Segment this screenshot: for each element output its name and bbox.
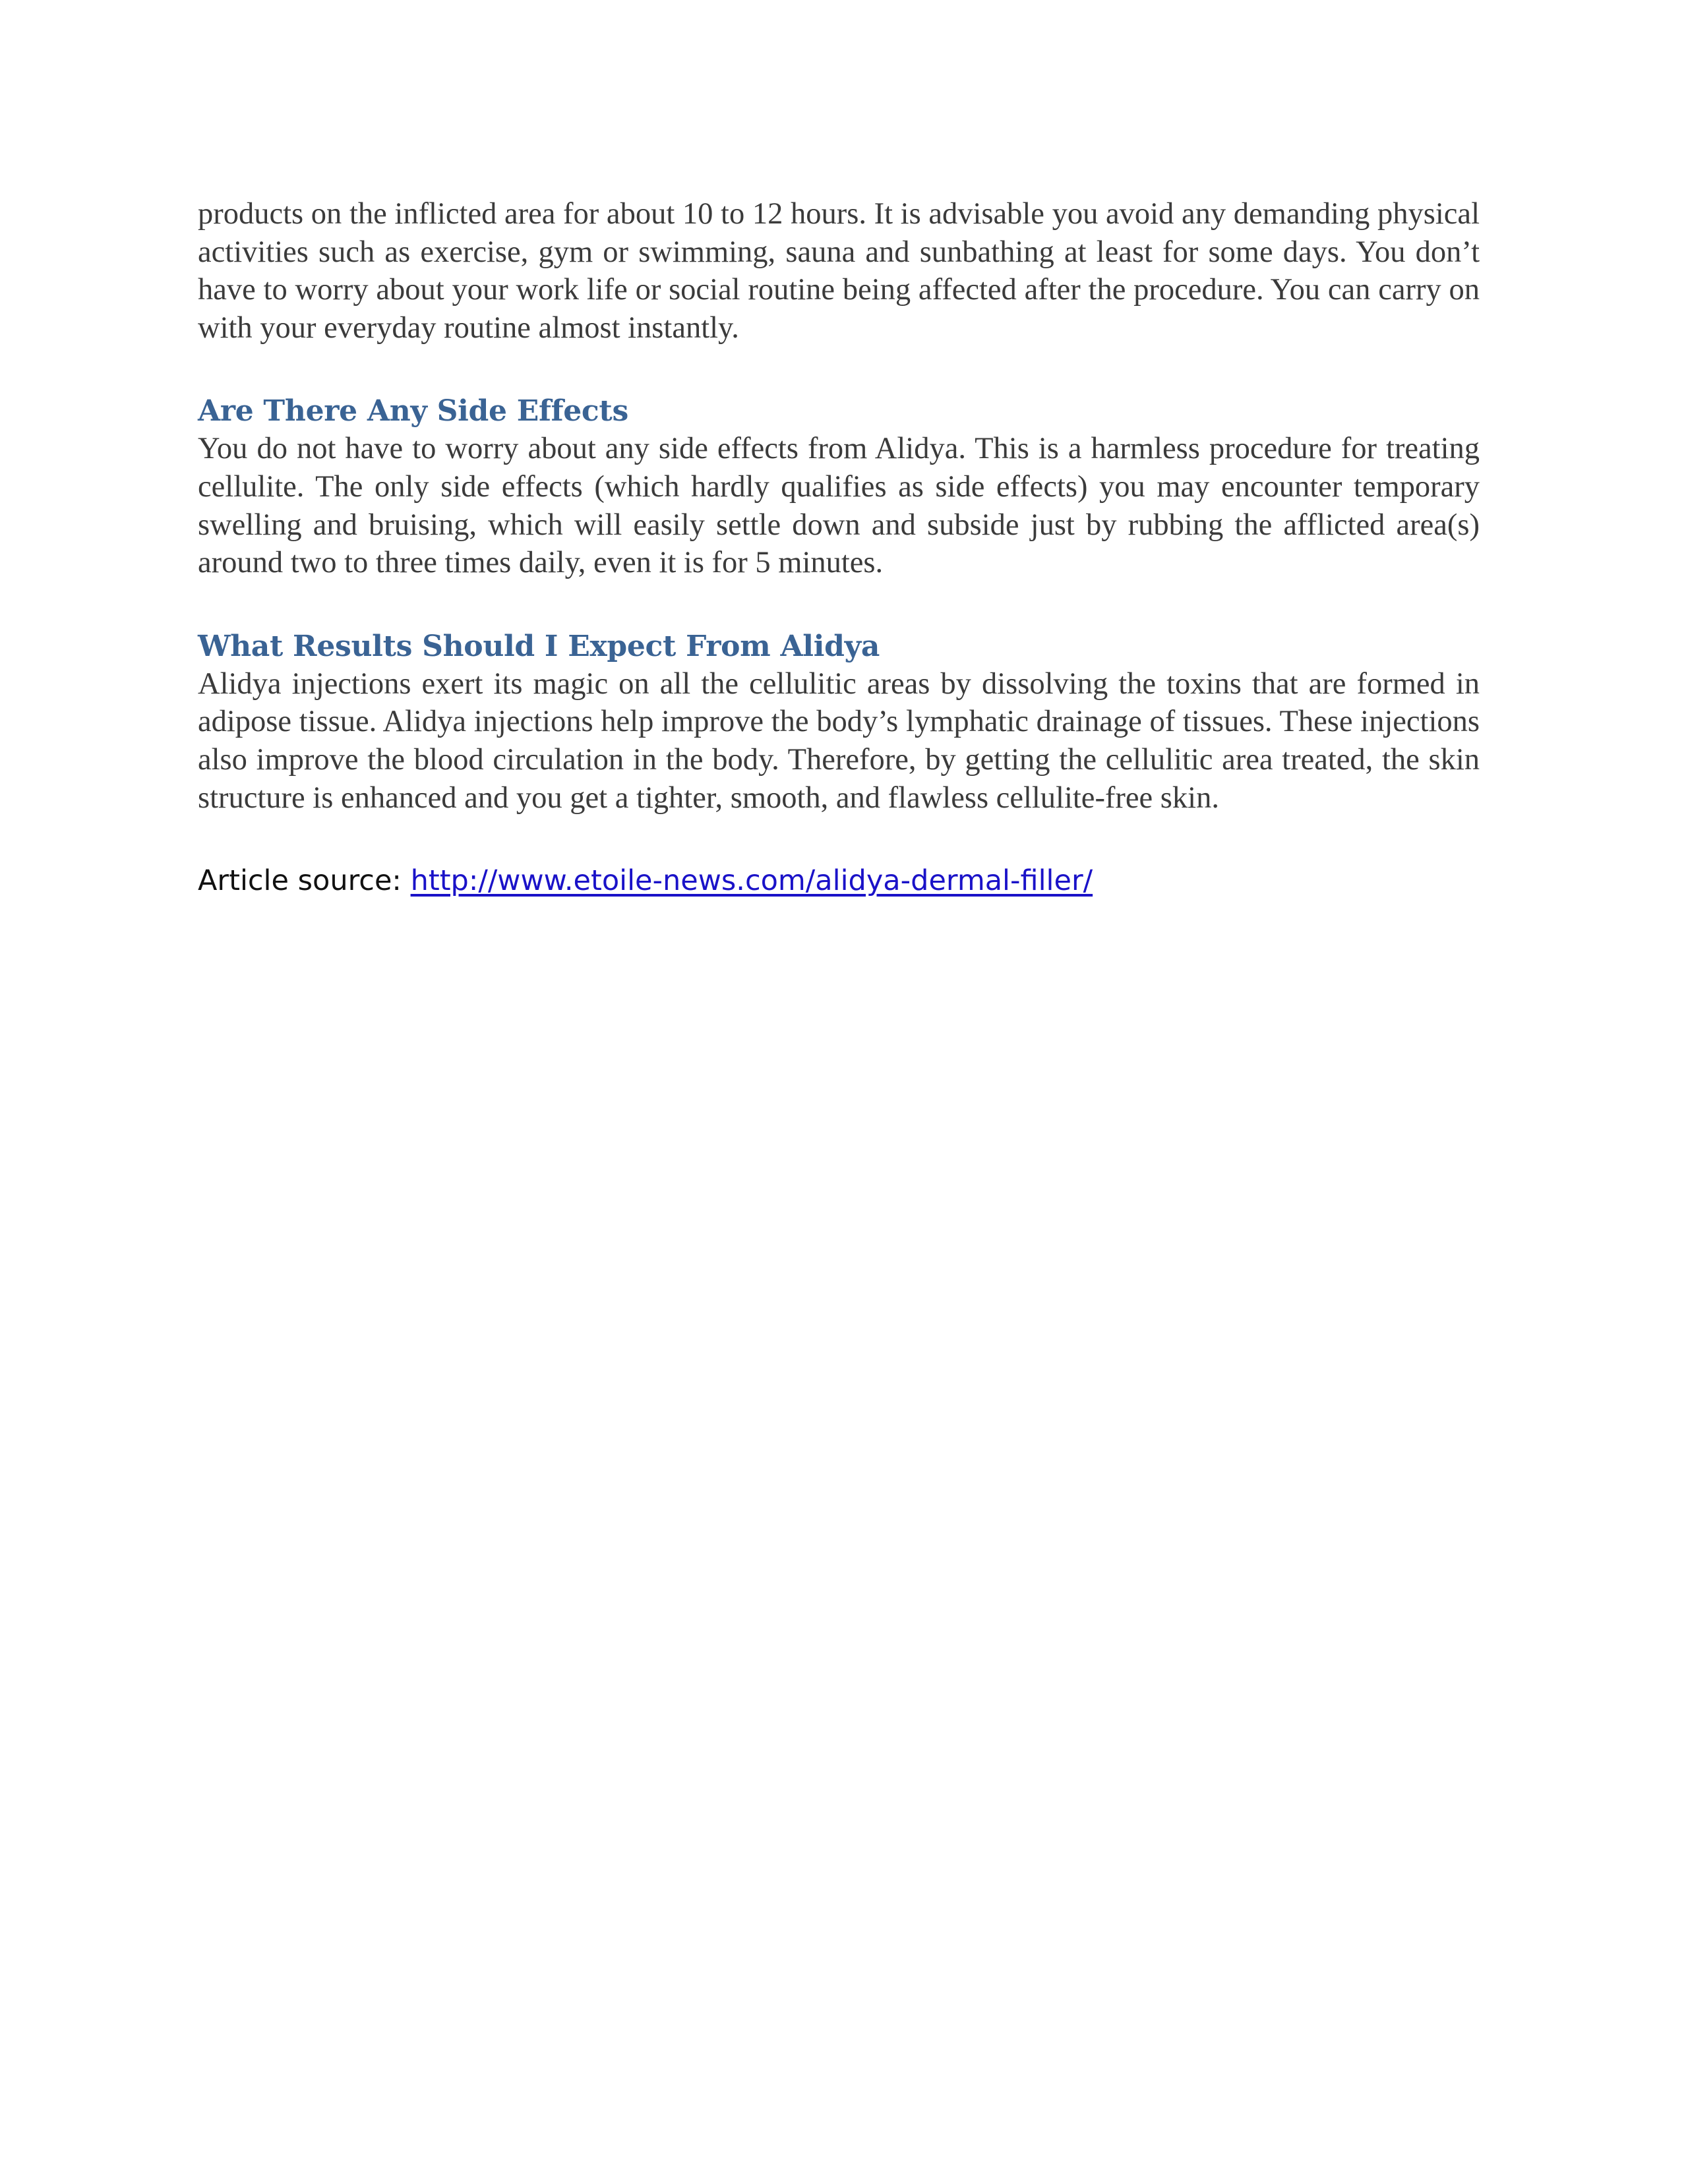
article-source-link[interactable]: http://www.etoile-news.com/alidya-dermal-filler/ (410, 864, 1093, 898)
intro-paragraph: products on the inflicted area for about 10 to 12 hours. It is advisable you avoid any demanding physical activities such as exercise, gym or swimming, sauna and sunbathing at least for some days. You don’t have to worry about your work life or social routine being affected after the procedure. You can carry on with your everyday routine almost instantly. (198, 197, 1480, 345)
spacer (198, 582, 1480, 628)
section-heading-side-effects: Are There Any Side Effects (198, 394, 628, 428)
article-source-line (198, 862, 1480, 900)
article-source-label: Article source: (198, 864, 411, 898)
document-content (198, 195, 1480, 900)
spacer (198, 817, 1480, 862)
section-heading-results: What Results Should I Expect From Alidya (198, 629, 880, 663)
spacer (198, 347, 1480, 392)
section-body-results: Alidya injections exert its magic on all the cellulitic areas by dissolving the toxins that are formed in adipose tissue. Alidya injections help improve the body’s lymphatic drainage of tissues. These injections also improve the blood circulation in the body. Therefore, by getting the cellulitic area treated, the skin structure is enhanced and you get a tighter, smooth, and flawless cellulite-free skin. (198, 666, 1480, 815)
section-body-side-effects: You do not have to worry about any side effects from Alidya. This is a harmless procedure for treating cellulite. The only side effects (which hardly qualifies as side effects) you may encounter temporary swelling and bruising, which will easily settle down and subside just by rubbing the afflicted area(s) around two to three times daily, even it is for 5 minutes. (198, 432, 1480, 580)
